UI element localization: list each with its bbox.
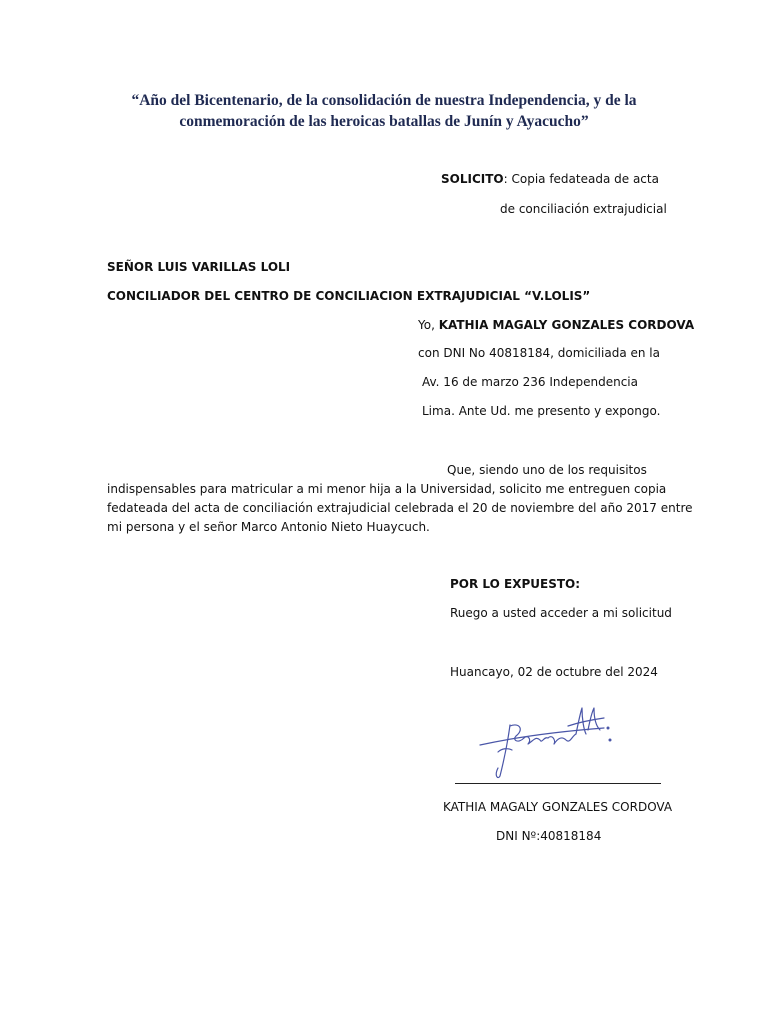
presenter-line-4: Lima. Ante Ud. me presento y expongo. (422, 404, 661, 418)
presenter-yo: Yo, (418, 318, 439, 332)
document-header (100, 90, 668, 132)
presenter-line-2: con DNI No 40818184, domiciliada en la (418, 346, 660, 360)
addressee-role: CONCILIADOR DEL CENTRO DE CONCILIACION EXTRAJUDICIAL “V.LOLIS” (107, 289, 591, 303)
signer-dni: DNI Nº:40818184 (496, 829, 602, 843)
presenter-name: KATHIA MAGALY GONZALES CORDOVA (438, 318, 695, 332)
signature-ink (480, 708, 611, 778)
closing-label: POR LO EXPUESTO: (450, 577, 581, 591)
signature-line (455, 783, 661, 784)
body-line-2: indispensables para matricular a mi menor hija a la Universidad, solicito me entreguen copia (107, 482, 667, 496)
addressee-name: SEÑOR LUIS VARILLAS LOLI (107, 260, 291, 274)
body-line-1: Que, siendo uno de los requisitos (447, 463, 647, 477)
body-line-3: fedateada del acta de conciliación extrajudicial celebrada el 20 de noviembre del año 2017 entre (107, 501, 693, 515)
closing-text: Ruego a usted acceder a mi solicitud (450, 606, 672, 620)
body-paragraph (107, 461, 693, 537)
header-line-2: conmemoración de las heroicas batallas de Junín y Ayacucho” (179, 113, 589, 130)
solicito-text-1: : Copia fedateada de acta (503, 172, 659, 186)
presenter-line-3: Av. 16 de marzo 236 Independencia (422, 375, 638, 389)
solicito-line-1 (441, 172, 659, 186)
signer-name: KATHIA MAGALY GONZALES CORDOVA (443, 800, 673, 814)
solicito-label: SOLICITO (441, 172, 504, 186)
body-line-4: mi persona y el señor Marco Antonio Nieto Huaycuch. (107, 520, 430, 534)
header-line-1: “Año del Bicentenario, de la consolidación de nuestra Independencia, y de la (131, 92, 637, 109)
handwritten-signature (472, 700, 622, 782)
closing-date: Huancayo, 02 de octubre del 2024 (450, 665, 658, 679)
solicito-line-2: de conciliación extrajudicial (500, 202, 667, 216)
presenter-line-1 (418, 318, 694, 332)
